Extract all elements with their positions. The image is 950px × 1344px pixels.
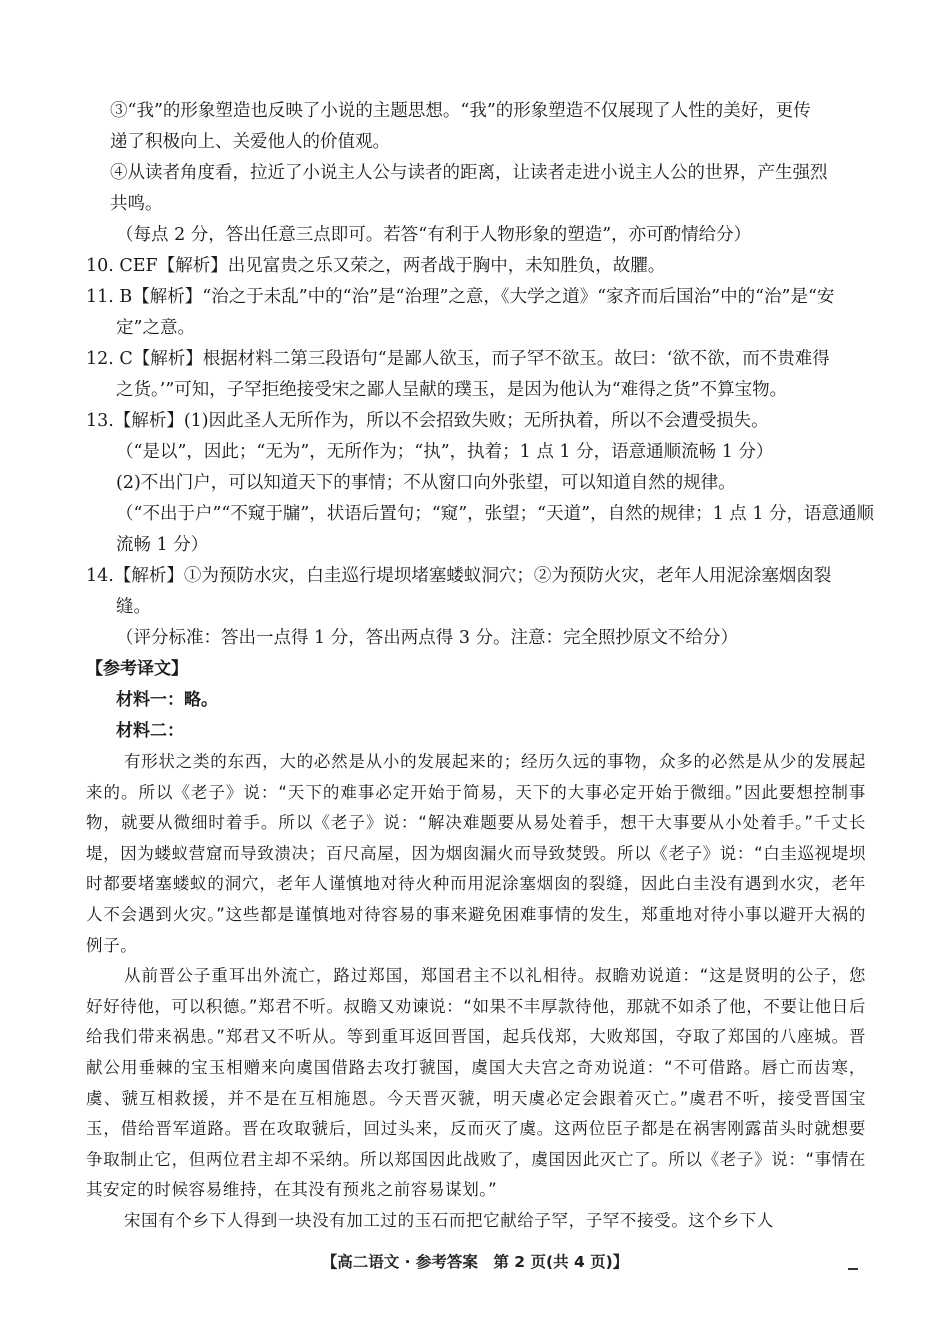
- q9-point3-line2: 递了积极向上、关爱他人的价值观。: [110, 132, 390, 152]
- q13-note2-line2: 流畅 1 分）: [116, 535, 209, 555]
- q9-point4-line2: 共鸣。: [110, 194, 163, 214]
- q11-line1: 11. B【解析】“治之于未乱”中的“治”是“治理”之意，《大学之道》“家齐而后国治”中的“治”是“安: [86, 287, 835, 307]
- translation-heading: 【参考译文】: [86, 659, 188, 679]
- q14-line1: 14.【解析】①为预防水灾，白圭巡行堤坝堵塞蝼蚁洞穴；②为预防火灾，老年人用泥涂塞烟囱裂: [86, 566, 832, 586]
- page-footer: 【高二语文 · 参考答案 第 2 页(共 4 页)】: [321, 1253, 629, 1271]
- q13-line2: (2)不出门户，可以知道天下的事情；不从窗口向外张望，可以知道自然的规律。: [116, 473, 736, 493]
- q13-line1: 13.【解析】(1)因此圣人无所作为，所以不会招致失败；无所执着，所以不会遭受损失。: [86, 411, 769, 431]
- q14-line2: 缝。: [116, 597, 151, 617]
- q9-scoring-note: （每点 2 分，答出任意三点即可。若答“有利于人物形象的塑造”，亦可酌情给分）: [116, 225, 752, 245]
- q9-point3-line1: ③“我”的形象塑造也反映了小说的主题思想。“我”的形象塑造不仅展现了人性的美好，更传: [110, 101, 811, 121]
- material-two-label: 材料二：: [116, 721, 184, 741]
- translation-paragraph-2: 从前晋公子重耳出外流亡，路过郑国，郑国君主不以礼相待。叔瞻劝说道：“这是贤明的公子，您好好待他，可以积德。”郑君不听。叔瞻又劝谏说：“如果不丰厚款待他，那就不如杀了他，不要让他日后给我们带来祸患。”郑君又不听从。等到重耳返回晋国，起兵伐郑，大败郑国，夺取了郑国的八座城。晋献公用垂棘的宝玉相赠来向虞国借路去攻打虢国，虞国大夫宫之奇劝说道：“不可借路。唇亡而齿寒，虞、虢互相救援，并不是在互相施恩。今天晋灭虢，明天虞必定会跟着灭亡。”虞君不听，接受晋国宝玉，借给晋军道路。晋在攻取虢后，回过头来，反而灭了虞。这两位臣子都是在祸害刚露苗头时就想要争取制止它，但两位君主却不采纳。所以郑国因此战败了，虞国因此灭亡了。所以《老子》说：“事情在其安定的时候容易维持，在其没有预兆之前容易谋划。”: [86, 966, 866, 1200]
- q10-answer: 10. CEF【解析】出见富贵之乐又荣之，两者战于胸中，未知胜负，故臞。: [86, 256, 666, 276]
- q13-note2-line1: （“不出于户”“不窥于牖”，状语后置句；“窥”，张望；“天道”，自然的规律；1 点 1 分，语意通顺: [116, 504, 875, 524]
- q14-scoring-note: （评分标准：答出一点得 1 分，答出两点得 3 分。注意：完全照抄原文不给分）: [116, 628, 739, 648]
- q13-note1: （“是以”，因此；“无为”，无所作为；“执”，执着；1 点 1 分，语意通顺流畅 1 分）: [116, 442, 774, 462]
- translation-paragraph-1: 有形状之类的东西，大的必然是从小的发展起来的；经历久远的事物，众多的必然是从少的发展起来的。所以《老子》说：“天下的难事必定开始于简易，天下的大事必定开始于微细。”因此要想控制事物，就要从微细时着手。所以《老子》说：“解决难题要从易处着手，想干大事要从小处着手。”千丈长堤，因为蝼蚁营窟而导致溃决；百尺高屋，因为烟囱漏火而导致焚毁。所以《老子》说：“白圭巡视堤坝时都要堵塞蝼蚁的洞穴，老年人谨慎地对待火种而用泥涂塞烟囱的裂缝，因此白圭没有遇到水灾，老年人不会遇到火灾。”这些都是谨慎地对待容易的事来避免困难事情的发生，郑重地对待小事以避开大祸的例子。: [86, 752, 866, 955]
- footer-dash-mark: [848, 1268, 858, 1270]
- q9-point4-line1: ④从读者角度看，拉近了小说主人公与读者的距离，让读者走进小说主人公的世界，产生强烈: [110, 163, 828, 183]
- answer-page: [86, 96, 875, 1237]
- material-one-label: 材料一：略。: [116, 690, 218, 710]
- q12-line1: 12. C【解析】根据材料二第三段语句“是鄙人欲玉，而子罕不欲玉。故曰：‘欲不欲，而不贵难得: [86, 349, 830, 369]
- q12-line2: 之货。’”可知，子罕拒绝接受宋之鄙人呈献的璞玉，是因为他认为“难得之货”不算宝物。: [116, 380, 788, 400]
- translation-paragraph-3: 宋国有个乡下人得到一块没有加工过的玉石而把它献给子罕，子罕不接受。这个乡下人: [124, 1210, 774, 1230]
- q11-line2: 定”之意。: [116, 318, 195, 338]
